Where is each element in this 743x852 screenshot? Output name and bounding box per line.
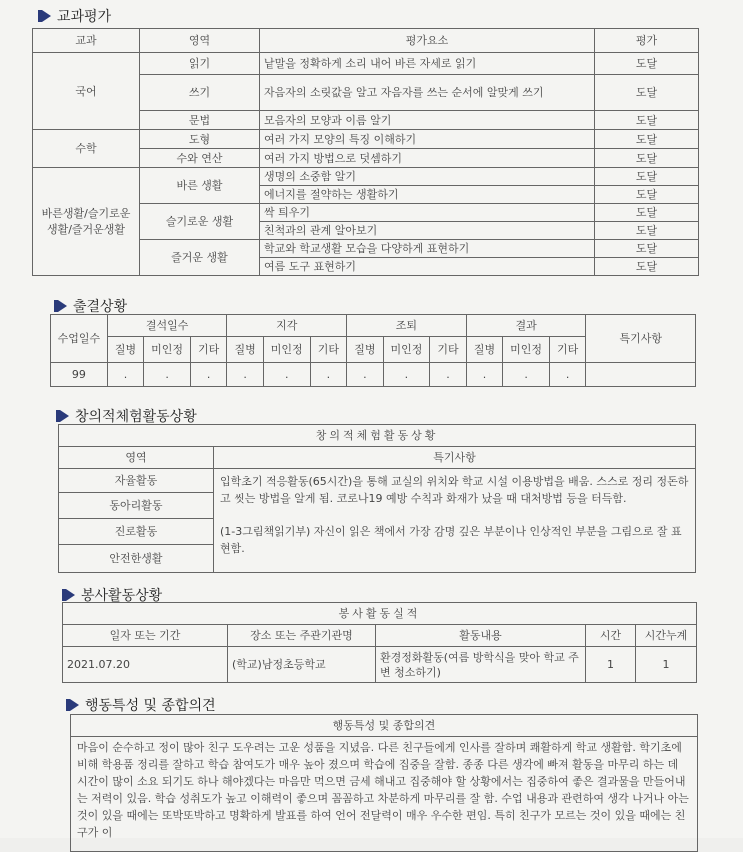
eval-result: 도달 [595,75,699,111]
header-area: 영역 [59,447,214,469]
volunteer-total: 1 [636,647,697,683]
eval-element: 모음자의 모양과 이름 알기 [260,111,595,130]
sub-other: 기타 [190,337,227,363]
behavior-text: 마음이 순수하고 정이 많아 친구 도우려는 고운 성품을 지녔음. 다른 친구들에게 인사를 잘하며 쾌활하게 학교 생활함. 학기초에 비해 학용품 정리를 잘하고 학습 참여도가 매우 높아 졌으며 학습에 집중을 잘함. 종종 다른 생각에 빠져 활동을 마무리 하는 데 시간이 많이 소요 되기도 하나 해야겠다는 마음만 먹으면 금세 해내고 집중해야 할 상황에서는 집중하여 좋은 결과물을 만들어내는 저력이 있음. 학습 성취도가 높고 이해력이 좋으며 꼼꼼하고 차분하게 마무리를 잘 함. 수업 내용과 관련하여 생각 나거나 아는 것이 있을 때에는 또박또박하고 명확하게 발표를 하여 언어 전달력이 매우 우수한 편임. 특히 친구가 모르는 것이 있을 때에는 친구가 이 [71,737,698,852]
sub-illness: 질병 [107,337,144,363]
eval-element: 낱말을 정확하게 소리 내어 바른 자세로 읽기 [260,53,595,75]
header-content: 활동내용 [376,625,586,647]
header-early-leave: 조퇴 [347,315,467,337]
eval-element: 여름 도구 표현하기 [260,258,595,276]
section-marker-icon [66,589,75,601]
eval-element: 자음자의 소릿값을 알고 자음자를 쓰는 순서에 알맞게 쓰기 [260,75,595,111]
section-title-attendance: 출결상황 [58,296,127,316]
behavior-caption: 행동특성 및 종합의견 [71,715,698,737]
cell-dot: . [503,363,550,387]
area-wise: 슬기로운 생활 [140,204,260,240]
eval-element: 에너지를 절약하는 생활하기 [260,186,595,204]
sub-illness: 질병 [347,337,384,363]
area-shape: 도형 [140,130,260,149]
header-place: 장소 또는 주관기관명 [228,625,376,647]
eval-result: 도달 [595,186,699,204]
area-club: 동아리활동 [59,493,214,519]
area-joy: 즐거운 생활 [140,240,260,276]
header-days: 수업일수 [51,315,108,363]
sub-other: 기타 [549,337,586,363]
cell-dot: . [263,363,310,387]
section-title-volunteer: 봉사활동상황 [66,585,162,605]
header-subject: 교과 [33,29,140,53]
volunteer-place: (학교)남정초등학교 [228,647,376,683]
eval-result: 도달 [595,111,699,130]
subject-integrated: 바른생활/슬기로운생활/즐거운생활 [33,168,140,276]
section-title-behavior: 행동특성 및 종합의견 [70,695,216,715]
sub-unexcused: 미인정 [263,337,310,363]
eval-result: 도달 [595,222,699,240]
grade-table [32,28,699,276]
sub-illness: 질병 [227,337,264,363]
section-marker-icon [60,410,69,422]
volunteer-hours: 1 [586,647,636,683]
sub-unexcused: 미인정 [144,337,191,363]
area-reading: 읽기 [140,53,260,75]
header-date: 일자 또는 기간 [63,625,228,647]
section-marker-icon [70,699,79,711]
cell-dot: . [383,363,430,387]
area-right: 바른 생활 [140,168,260,204]
volunteer-table [62,602,697,683]
cell-dot: . [466,363,503,387]
eval-element: 생명의 소중함 알기 [260,168,595,186]
eval-result: 도달 [595,204,699,222]
days-value: 99 [51,363,108,387]
eval-result: 도달 [595,168,699,186]
creative-text-club: (1-3그림책읽기부) 자신이 읽은 책에서 가장 감명 깊은 부분이나 인상적인 부분을 그림으로 잘 표현함. [220,525,682,555]
header-notes: 특기사항 [214,447,696,469]
section-marker-icon [42,10,51,22]
eval-result: 도달 [595,258,699,276]
creative-table [58,424,696,573]
eval-element: 여러 가지 모양의 특징 이해하기 [260,130,595,149]
behavior-table [70,714,698,852]
header-late: 지각 [227,315,347,337]
area-career: 진로활동 [59,519,214,545]
eval-result: 도달 [595,53,699,75]
cell-dot: . [107,363,144,387]
cell-dot: . [190,363,227,387]
header-element: 평가요소 [260,29,595,53]
attendance-table [50,314,696,387]
header-total: 시간누계 [636,625,697,647]
cell-dot: . [144,363,191,387]
cell-dot: . [310,363,347,387]
volunteer-caption: 봉사활동실적 [63,603,697,625]
area-writing: 쓰기 [140,75,260,111]
header-area: 영역 [140,29,260,53]
sub-illness: 질병 [466,337,503,363]
eval-result: 도달 [595,149,699,168]
cell-dot: . [430,363,467,387]
creative-caption: 창의적체험활동상황 [59,425,696,447]
eval-result: 도달 [595,240,699,258]
section-title-grade: 교과평가 [42,6,111,26]
area-grammar: 문법 [140,111,260,130]
area-autonomous: 자율활동 [59,469,214,493]
section-marker-icon [58,300,67,312]
area-numops: 수와 연산 [140,149,260,168]
volunteer-date: 2021.07.20 [63,647,228,683]
eval-element: 친척과의 관계 알아보기 [260,222,595,240]
sub-unexcused: 미인정 [383,337,430,363]
eval-element: 학교와 학교생활 모습을 다양하게 표현하기 [260,240,595,258]
volunteer-content: 환경정화활동(여름 방학식을 맞아 학교 주변 청소하기) [376,647,586,683]
area-safety: 안전한생활 [59,545,214,573]
header-absence: 결석일수 [107,315,227,337]
header-notes: 특기사항 [586,315,696,363]
section-title-creative: 창의적체험활동상황 [60,406,197,426]
eval-element: 여러 가지 방법으로 덧셈하기 [260,149,595,168]
sub-other: 기타 [430,337,467,363]
eval-element: 싹 틔우기 [260,204,595,222]
creative-text-autonomous: 입학초기 적응활동(65시간)을 통해 교실의 위치와 학교 시설 이용방법을 배움. 스스로 정리 정돈하고 씻는 방법을 알게 됨. 코로나19 예방 수칙과 화재가 났을 때 대처방법 등을 터득함. [220,475,689,505]
sub-other: 기타 [310,337,347,363]
sub-unexcused: 미인정 [503,337,550,363]
subject-korean: 국어 [33,53,140,130]
header-missed: 결과 [466,315,586,337]
header-hours: 시간 [586,625,636,647]
notes-value [586,363,696,387]
cell-dot: . [347,363,384,387]
cell-dot: . [549,363,586,387]
subject-math: 수학 [33,130,140,168]
header-eval: 평가 [595,29,699,53]
eval-result: 도달 [595,130,699,149]
cell-dot: . [227,363,264,387]
creative-notes [214,469,696,573]
